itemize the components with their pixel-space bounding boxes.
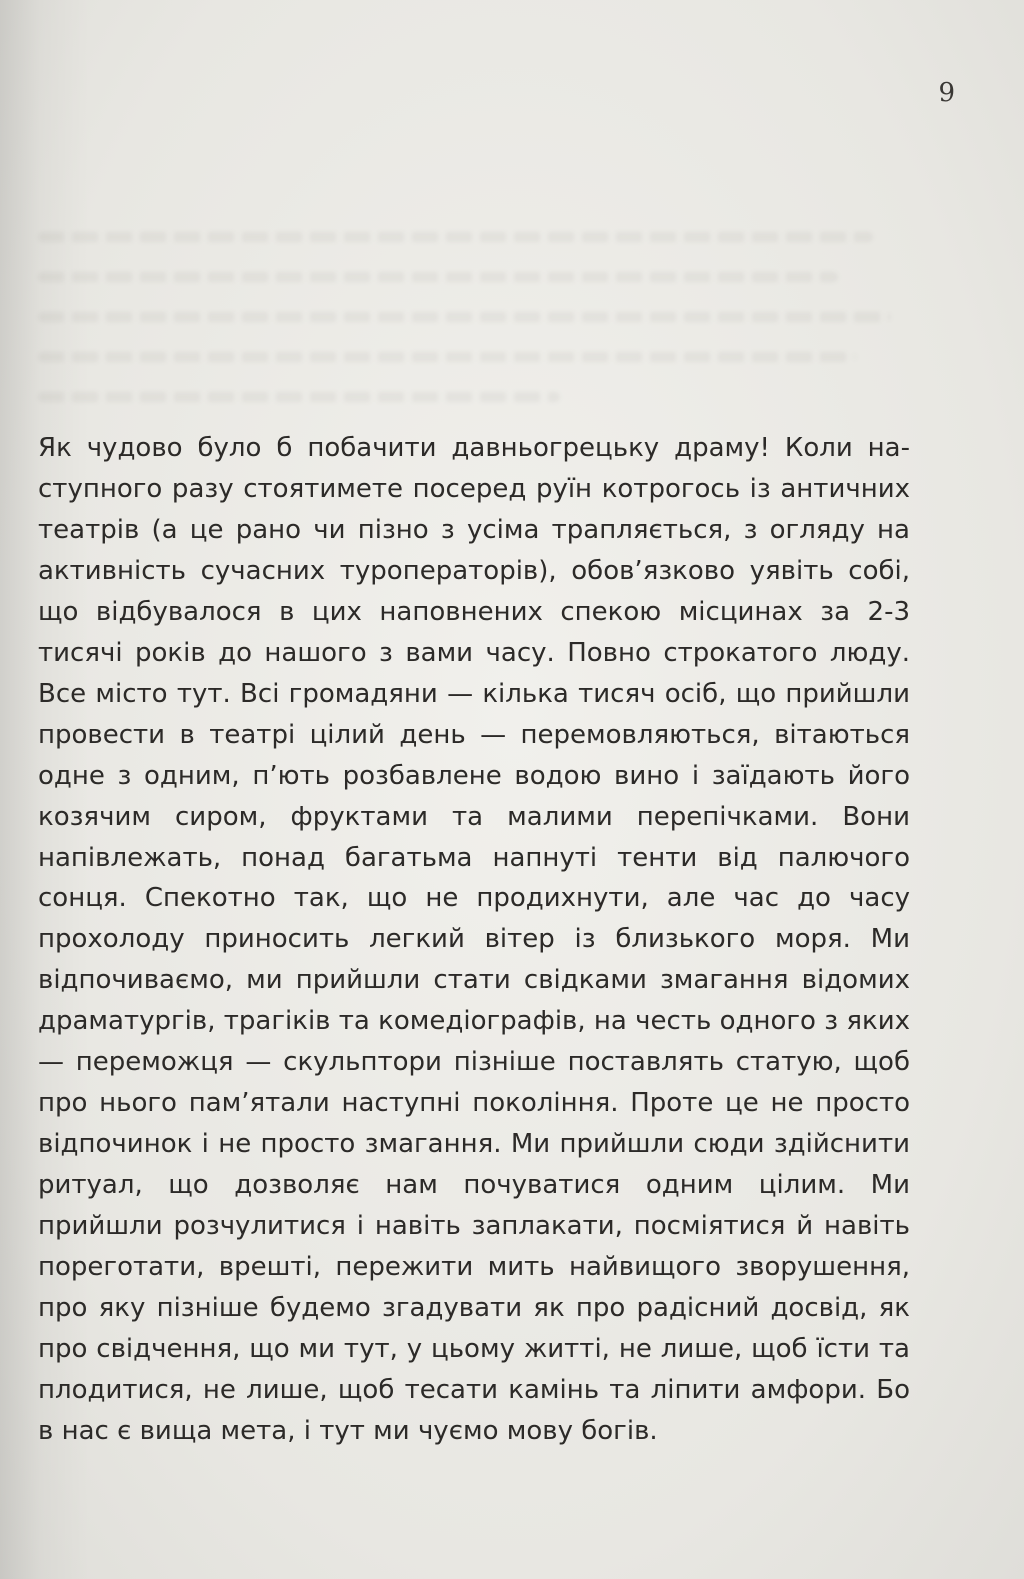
page-number: 9: [938, 78, 956, 108]
bleed-through-text: [38, 232, 908, 432]
body-paragraph: Як чудово було б побачити давньогрецьку драму! Коли наступного разу стоятимете посеред руїн котрогось із античних театрів (а це рано чи пізно з усіма трапляється, з огляду на активність сучасних туроператорів), обов’язково уявіть собі, що відбувалося в цих наповнених спекою місцинах за 2-3 тисячі років до нашого з вами часу. Повно строкатого люду. Все місто тут. Всі громадяни — кілька тисяч осіб, що прийшли провести в театрі цілий день — перемовляються, вітаються одне з одним, п’ють розбавлене водою вино і заїдають його козячим сиром, фруктами та малими перепічками. Вони напівлежать, понад багатьма напнуті тенти від палючого сонця. Спекотно так, що не продихнути, але час до часу прохолоду приносить легкий вітер із близького моря. Ми відпочиваємо, ми прийшли стати свідками змагання відомих драматургів, трагіків та комедіографів, на честь одного з яких — переможця — скульптори пізніше поставлять статую, щоб про нього пам’ятали наступні покоління. Проте це не просто відпочинок і не просто змагання. Ми прийшли сюди здійснити ритуал, що дозволяє нам почуватися одним цілим. Ми прийшли розчулитися і навіть заплакати, посміятися й навіть пореготати, врешті, пережити мить найвищого зворушення, про яку пізніше будемо згадувати як про радісний досвід, як про свідчення, що ми тут, у цьому житті, не лише, щоб їсти та плодитися, не лише, щоб тесати камінь та ліпити амфори. Бо в нас є вища мета, і тут ми чуємо мову богів.: [38, 433, 910, 1446]
